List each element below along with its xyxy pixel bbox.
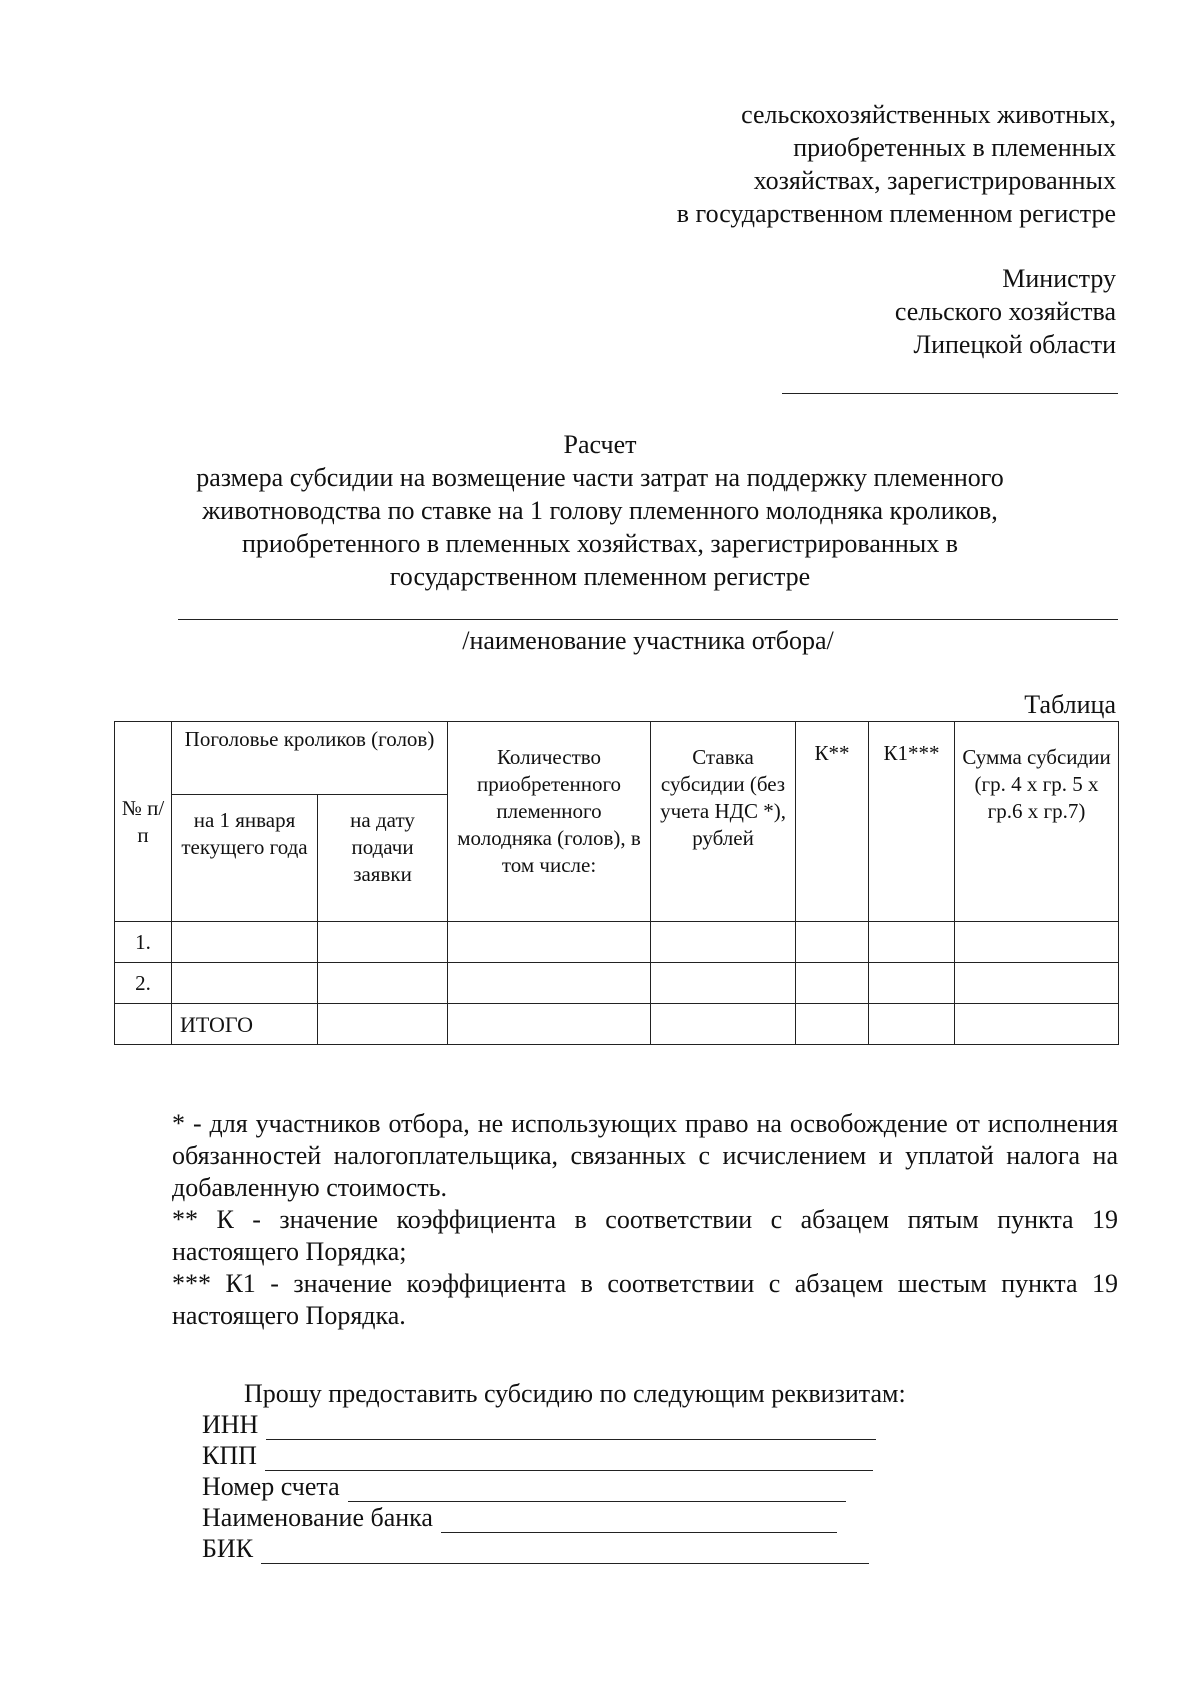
- requisite-label: КПП: [202, 1441, 257, 1470]
- sender-blank-line: [782, 393, 1118, 394]
- header-livestock: Поголовье кроликов (голов): [172, 722, 448, 795]
- requisite-account: [202, 1471, 932, 1502]
- participant-name-line: [178, 619, 1118, 620]
- header-k: К**: [796, 722, 869, 922]
- bik-blank-line: [261, 1538, 869, 1564]
- table-cell: [955, 963, 1119, 1004]
- header-application-date: на дату подачи заявки: [318, 795, 448, 922]
- table-cell: [172, 963, 318, 1004]
- header-line: сельскохозяйственных животных,: [741, 100, 1116, 129]
- row-num: 2.: [115, 963, 172, 1004]
- table-cell: [448, 922, 651, 963]
- total-label: ИТОГО: [172, 1004, 318, 1045]
- table-header-row: [115, 722, 1119, 795]
- table-row: [115, 963, 1119, 1004]
- requisite-inn: [202, 1409, 932, 1440]
- table-cell: [796, 922, 869, 963]
- footnote-vat: * - для участников отбора, не использующих право на освобождение от исполнения обязанностей налогоплательщика, связанных с исчислением и уплатой налога на добавленную стоимость.: [172, 1109, 1118, 1202]
- header-sum: Сумма субсидии (гр. 4 х гр. 5 х гр.6 х гр.7): [955, 722, 1119, 922]
- title-line: приобретенного в племенных хозяйствах, зарегистрированных в: [242, 529, 958, 558]
- table-total-row: [115, 1004, 1119, 1045]
- header-rate: Ставка субсидии (без учета НДС *), рублей: [651, 722, 796, 922]
- table-cell: [172, 922, 318, 963]
- title-line: животноводства по ставке на 1 голову племенного молодняка кроликов,: [202, 496, 998, 525]
- table-cell: [651, 963, 796, 1004]
- table-cell: [796, 963, 869, 1004]
- table-cell: [796, 1004, 869, 1045]
- table-cell: [869, 1004, 955, 1045]
- table-cell: [448, 963, 651, 1004]
- inn-blank-line: [266, 1414, 876, 1440]
- table-cell: [651, 922, 796, 963]
- requisites-intro: Прошу предоставить субсидию по следующим реквизитам:: [244, 1379, 906, 1408]
- title-heading: Расчет: [563, 430, 637, 459]
- table-label: Таблица: [1024, 690, 1116, 719]
- requisite-label: Наименование банка: [202, 1503, 433, 1532]
- addressee-line: Липецкой области: [913, 330, 1116, 359]
- table-cell: [869, 963, 955, 1004]
- requisite-kpp: [202, 1440, 932, 1471]
- header-line: хозяйствах, зарегистрированных: [753, 166, 1116, 195]
- requisite-label: БИК: [202, 1534, 254, 1563]
- table-cell: [869, 922, 955, 963]
- table-cell: [955, 922, 1119, 963]
- footnote-k1: *** К1 - значение коэффициента в соответствии с абзацем шестым пункта 19 настоящего Порядка.: [172, 1269, 1118, 1330]
- participant-caption: /наименование участника отбора/: [462, 626, 834, 655]
- bank-requisites: [172, 1378, 932, 1564]
- header-line: приобретенных в племенных: [793, 133, 1116, 162]
- footnote-k: ** К - значение коэффициента в соответствии с абзацем пятым пункта 19 настоящего Порядка;: [172, 1205, 1118, 1266]
- header-jan1: на 1 января текущего года: [172, 795, 318, 922]
- kpp-blank-line: [265, 1445, 873, 1471]
- header-num: № п/п: [115, 722, 172, 922]
- table-cell: [448, 1004, 651, 1045]
- table-cell: [651, 1004, 796, 1045]
- header-quantity: Количество приобретенного племенного молодняка (голов), в том числе:: [448, 722, 651, 922]
- table-cell: [318, 1004, 448, 1045]
- table-cell: [115, 1004, 172, 1045]
- subsidy-table: [114, 721, 1119, 1045]
- footnotes: [172, 1108, 1118, 1332]
- requisite-label: Номер счета: [202, 1472, 340, 1501]
- addressee-block: [616, 262, 1116, 361]
- document-title: [150, 428, 1050, 593]
- table-cell: [955, 1004, 1119, 1045]
- table-row: [115, 922, 1119, 963]
- form-reference-header: [416, 98, 1116, 230]
- account-blank-line: [348, 1476, 846, 1502]
- requisite-bank-name: [202, 1502, 932, 1533]
- header-line: в государственном племенном регистре: [676, 199, 1116, 228]
- title-line: размера субсидии на возмещение части затрат на поддержку племенного: [196, 463, 1004, 492]
- header-k1: К1***: [869, 722, 955, 922]
- title-line: государственном племенном регистре: [389, 562, 811, 591]
- row-num: 1.: [115, 922, 172, 963]
- requisite-bik: [202, 1533, 932, 1564]
- requisite-label: ИНН: [202, 1410, 259, 1439]
- addressee-line: Министру: [1002, 264, 1116, 293]
- table-cell: [318, 922, 448, 963]
- addressee-line: сельского хозяйства: [894, 297, 1116, 326]
- bank-name-blank-line: [441, 1507, 837, 1533]
- table-cell: [318, 963, 448, 1004]
